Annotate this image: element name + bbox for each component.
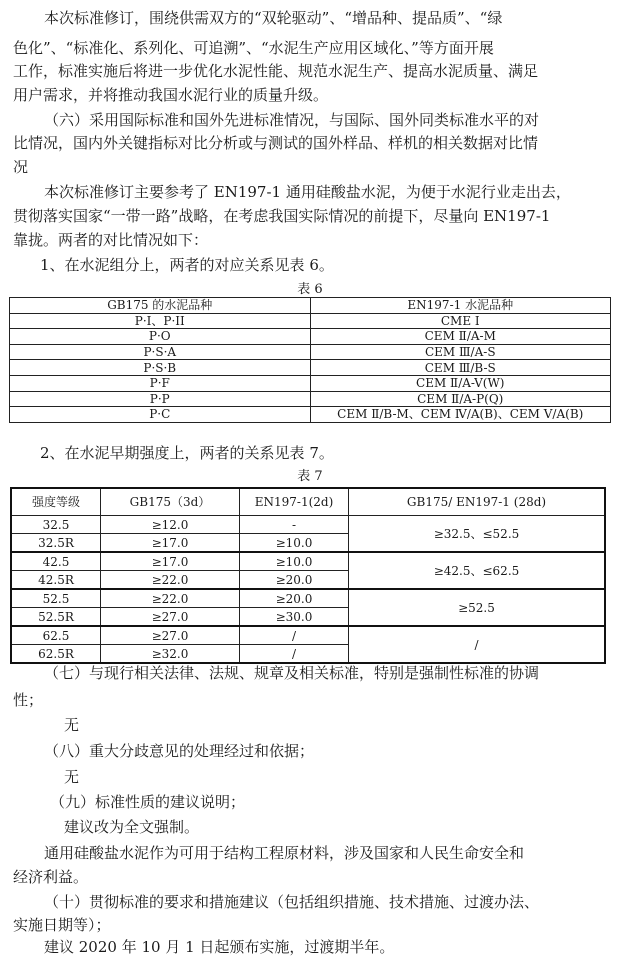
- table-cell: 42.5: [11, 552, 101, 571]
- table-merged-cell: ≥42.5、≤62.5: [349, 552, 606, 589]
- table-cell: ≥27.0: [101, 626, 240, 645]
- table-header-cell: EN197-1 水泥品种: [310, 298, 611, 314]
- section-heading: （七）与现行相关法律、法规、规章及相关标准，特别是强制性标准的协调: [44, 664, 540, 682]
- table-row: [11, 589, 605, 608]
- table-cell: 42.5R: [11, 571, 101, 590]
- table-6: [9, 297, 611, 423]
- table-cell: ≥17.0: [101, 552, 240, 571]
- table-cell: /: [240, 626, 349, 645]
- table-header-cell: 强度等级: [11, 488, 101, 516]
- table-cell: P·P: [10, 391, 311, 407]
- table-header-cell: GB175（3d）: [101, 488, 240, 516]
- table-cell: P·I、P·II: [10, 313, 311, 329]
- paragraph-line: 本次标准修订，围绕供需双方的“双轮驱动”、“增品种、提品质”、“绿: [44, 9, 503, 27]
- paragraph-line: 贯彻落实国家“一带一路”战略，在考虑我国实际情况的前提下，尽量向 EN197-1: [13, 207, 551, 225]
- paragraph-line: 建议 2020 年 10 月 1 日起颁布实施，过渡期半年。: [44, 938, 395, 956]
- table-cell: P·S·A: [10, 344, 311, 360]
- table-cell: ≥20.0: [240, 589, 349, 608]
- paragraph-line: 无: [64, 768, 80, 786]
- table-cell: 32.5R: [11, 534, 101, 553]
- table-header-row: [10, 298, 611, 314]
- table-cell: CEM Ⅱ/A-P(Q): [310, 391, 611, 407]
- table-merged-cell: ≥52.5: [349, 589, 606, 626]
- table-cell: CEM Ⅲ/A-S: [310, 344, 611, 360]
- table-header-cell: GB175 的水泥品种: [10, 298, 311, 314]
- table-cell: ≥32.0: [101, 645, 240, 664]
- paragraph-line: 2、在水泥早期强度上，两者的关系见表 7。: [40, 444, 334, 462]
- table-cell: ≥10.0: [240, 552, 349, 571]
- table-merged-cell: ≥32.5、≤52.5: [349, 516, 606, 553]
- paragraph-line: 本次标准修订主要参考了 EN197-1 通用硅酸盐水泥，为便于水泥行业走出去，: [44, 183, 571, 201]
- table-row: [10, 391, 611, 407]
- table-row: [11, 626, 605, 645]
- table-row: [10, 407, 611, 423]
- paragraph-line: 色化”、“标准化、系列化、可追溯”、“水泥生产应用区域化、”等方面开展: [13, 39, 494, 57]
- section-heading: （十）贯彻标准的要求和措施建议（包括组织措施、技术措施、过渡办法、: [44, 893, 540, 911]
- table-cell: ≥12.0: [101, 516, 240, 534]
- table-row: [11, 552, 605, 571]
- table-cell: P·O: [10, 329, 311, 345]
- section-heading: （八）重大分歧意见的处理经过和依据；: [44, 742, 315, 760]
- paragraph-line: 1、在水泥组分上，两者的对应关系见表 6。: [40, 256, 334, 274]
- table-cell: CEM Ⅱ/A-V(W): [310, 375, 611, 391]
- paragraph-line: 用户需求，并将推动我国水泥行业的质量升级。: [13, 86, 329, 104]
- section-heading: （九）标准性质的建议说明；: [50, 793, 246, 811]
- table-cell: 32.5: [11, 516, 101, 534]
- table-cell: P·C: [10, 407, 311, 423]
- table-row: [10, 344, 611, 360]
- table-cell: ≥20.0: [240, 571, 349, 590]
- paragraph-line: 比情况，国内外关键指标对比分析或与测试的国外样品、样机的相关数据对比情: [13, 134, 539, 152]
- paragraph-line: 通用硅酸盐水泥作为可用于结构工程原材料，涉及国家和人民生命安全和: [44, 844, 525, 862]
- paragraph-line: 建议改为全文强制。: [64, 818, 200, 836]
- table-cell: ≥22.0: [101, 589, 240, 608]
- table-cell: ≥10.0: [240, 534, 349, 553]
- table-cell: P·S·B: [10, 360, 311, 376]
- section-heading: （六）采用国际标准和国外先进标准情况，与国际、国外同类标准水平的对: [44, 111, 540, 129]
- table-cell: -: [240, 516, 349, 534]
- table-cell: P·F: [10, 375, 311, 391]
- table-row: [10, 360, 611, 376]
- paragraph-line: 实施日期等）；: [13, 916, 111, 934]
- table-cell: ≥22.0: [101, 571, 240, 590]
- table-row: [10, 313, 611, 329]
- table-row: [10, 375, 611, 391]
- table6-caption: 表 6: [297, 282, 323, 297]
- table-cell: ≥27.0: [101, 608, 240, 627]
- table-cell: CEM Ⅱ/B-M、CEM Ⅳ/A(B)、CEM Ⅴ/A(B): [310, 407, 611, 423]
- table-7: [10, 487, 606, 664]
- table-merged-cell: /: [349, 626, 606, 663]
- table-header-cell: GB175/ EN197-1 (28d): [349, 488, 606, 516]
- paragraph-line: 经济利益。: [13, 868, 89, 886]
- table-cell: ≥17.0: [101, 534, 240, 553]
- table-row: [10, 329, 611, 345]
- table-cell: 52.5R: [11, 608, 101, 627]
- table-cell: ≥30.0: [240, 608, 349, 627]
- table-cell: 52.5: [11, 589, 101, 608]
- table-header-row: [11, 488, 605, 516]
- paragraph-line: 工作，标准实施后将进一步优化水泥性能、规范水泥生产、提高水泥质量、满足: [13, 62, 539, 80]
- table7-caption: 表 7: [297, 469, 323, 484]
- table-cell: CME Ⅰ: [310, 313, 611, 329]
- paragraph-line: 性；: [13, 691, 44, 709]
- paragraph-line: 况: [13, 158, 29, 176]
- table-cell: 62.5R: [11, 645, 101, 664]
- table-cell: CEM Ⅱ/A-M: [310, 329, 611, 345]
- table-cell: CEM Ⅲ/B-S: [310, 360, 611, 376]
- paragraph-line: 无: [64, 716, 80, 734]
- paragraph-line: 靠拢。两者的对比情况如下：: [13, 231, 209, 249]
- table-cell: /: [240, 645, 349, 664]
- table-cell: 62.5: [11, 626, 101, 645]
- table-row: [11, 516, 605, 534]
- table-header-cell: EN197-1(2d): [240, 488, 349, 516]
